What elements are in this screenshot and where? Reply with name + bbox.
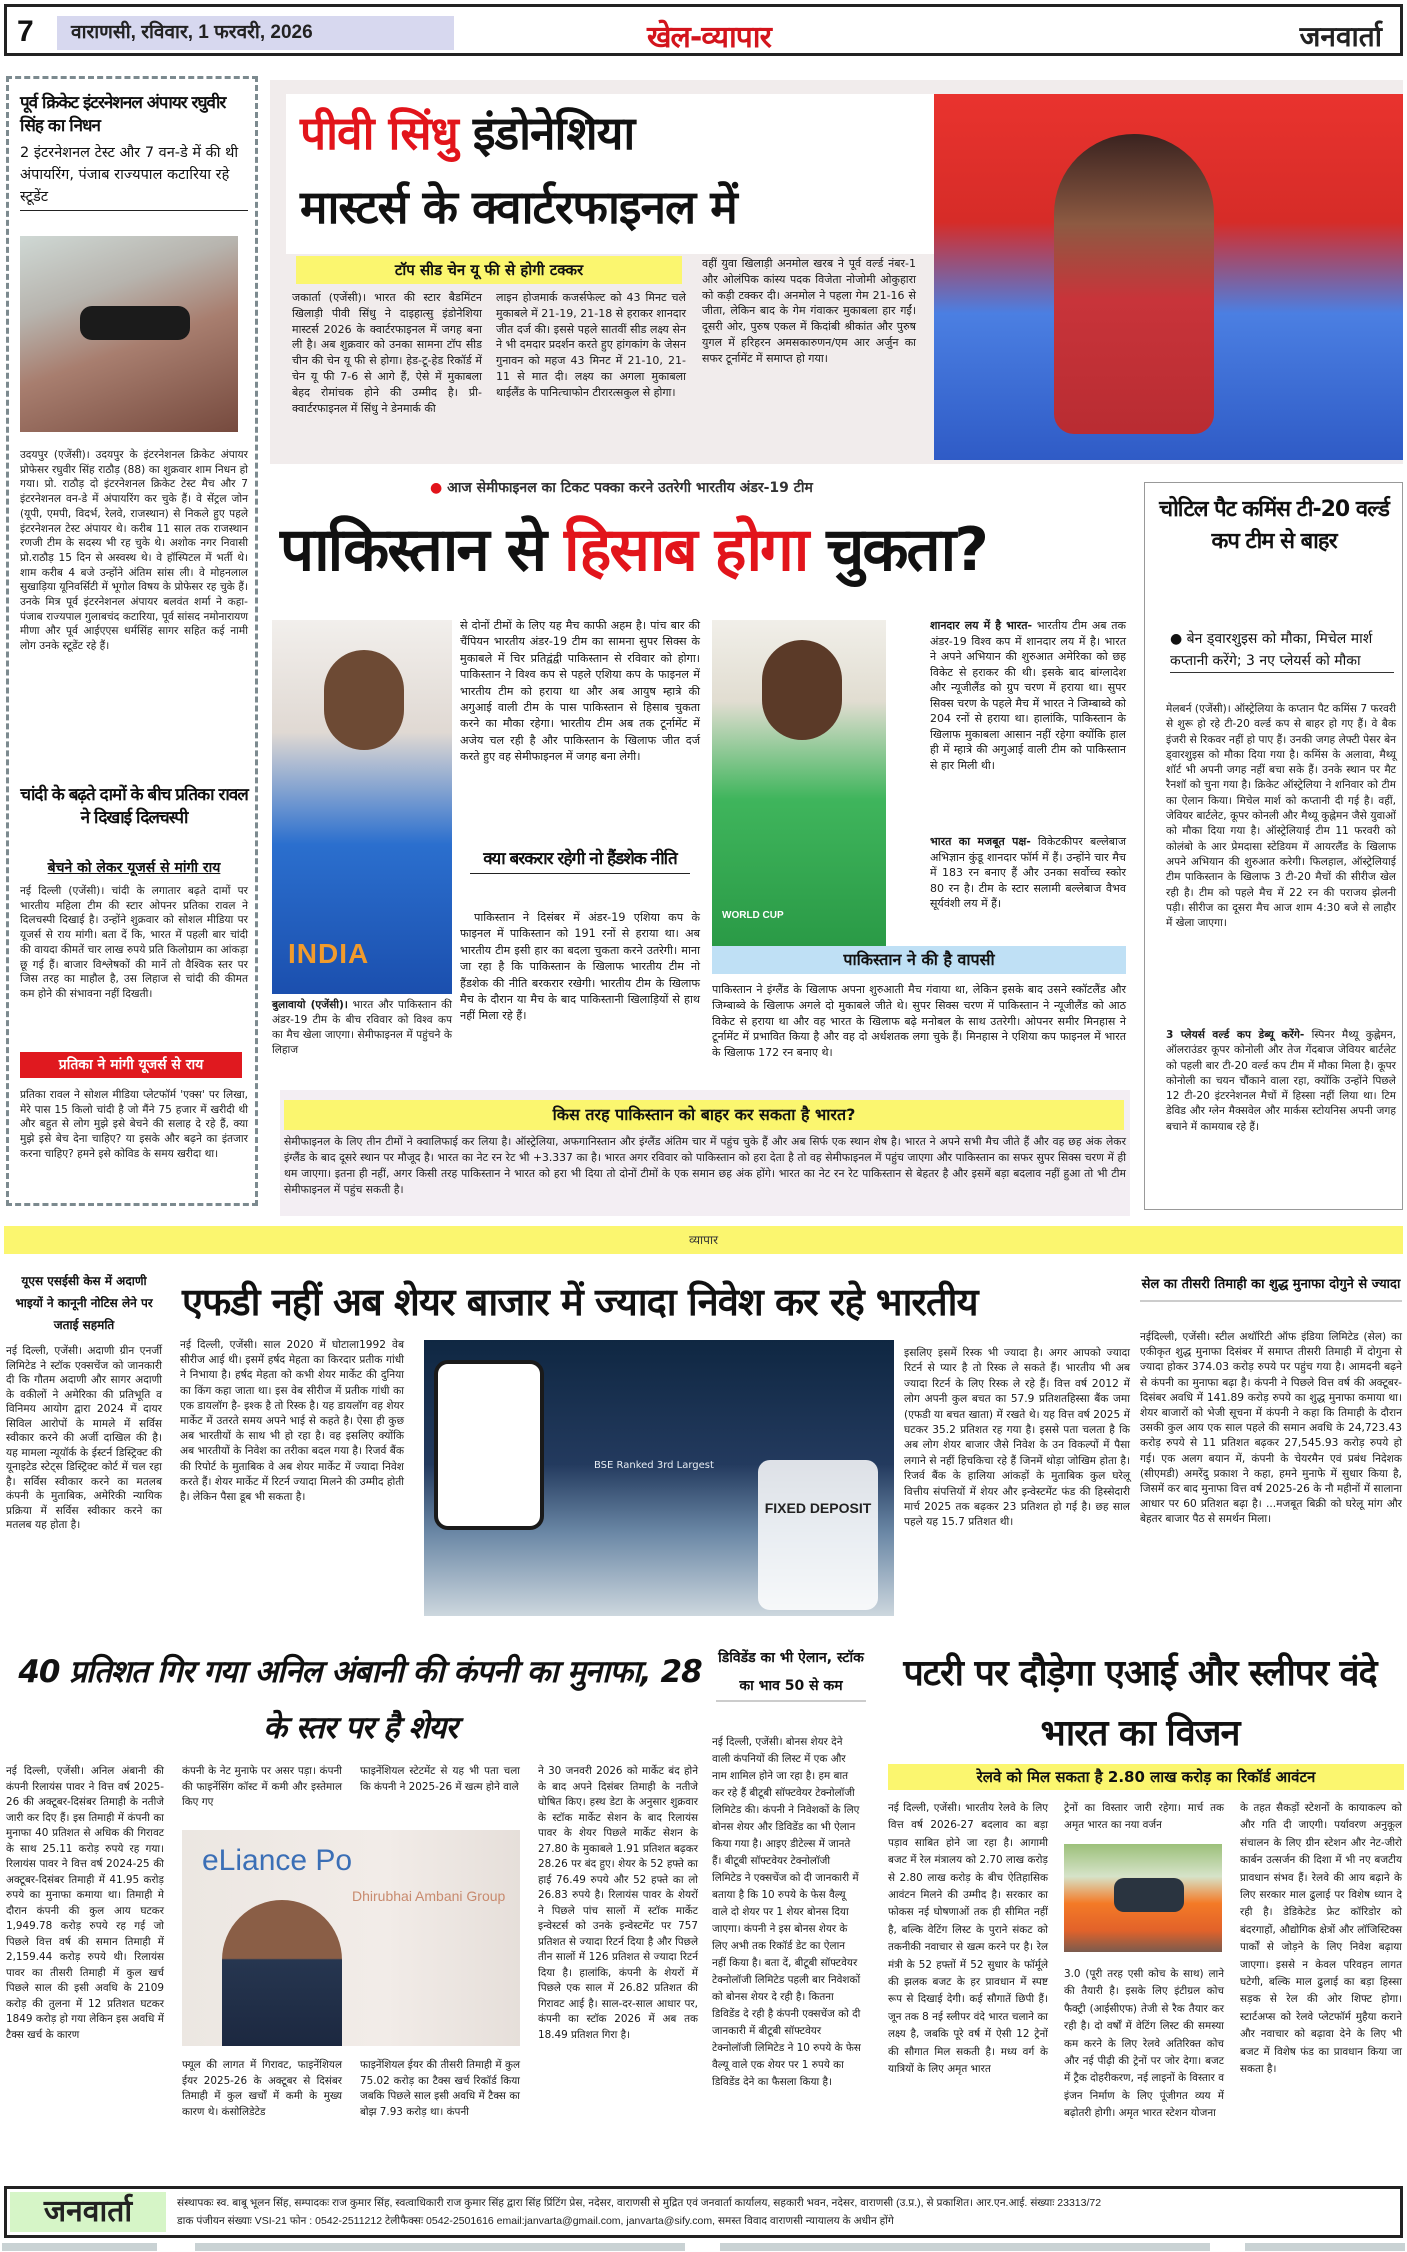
railway-col3: के तहत सैकड़ों स्टेशनों के कायाकल्प को और गति दी जाएगी। पर्यावरण अनुकूल संचालन के लिए ग्रीन स्टेशन और नेट-जीरो कार्बन उत्सर्जन की दिशा में भी नए बजटीय प्रावधान संभव हैं। रेलवे की आय बढ़ाने के लिए सरकार माल ढुलाई पर विशेष ध्यान दे रही है। डेडिकेटेड फ्रेट कॉरिडोर को बंदरगाहों, औद्योगिक क्षेत्रों और लॉजिस्टिक्स पार्कों से जोड़ने के लिए निवेश बढ़ाया जाएगा। इससे न केवल परिवहन लागत घटेगी, बल्कि माल ढुलाई का बड़ा हिस्सा सड़क से रेल की ओर शिफ्ट होगा। स्टार्टअप्स को रेलवे प्लेटफॉर्म मुहैया कराने और नवाचार को बढ़ावा देने के लिए भी बजट में विशेष फंड का प्रावधान किया जा सकता है।: [1240, 1802, 1402, 2076]
u19-kicker: [430, 478, 813, 497]
bullet1-lead: शानदार लय में है भारत-: [930, 619, 1033, 632]
fd-photo: [424, 1340, 894, 1616]
player-head: [324, 650, 404, 750]
debut-text: स्पिनर मैथ्यू कुह्नेमन, ऑलराउंडर कूपर कोनोली और तेज गेंदबाज जेवियर बार्टलेट को पहली बार टी-20 वर्ल्ड कप टीम में मौका मिला है। कूपर कोनोली का चयन चौंकाने वाला रहा, क्योंकि उन्होंने पिछले 12 टी-20 इंटरनेशनल मैचों में हिस्सा नहीं लिया था। टिम डेविड और ग्लेन मैक्सवेल और मार्कस स्टोयनिस अपनी जगह बचाने में कामयाब रहे हैं।: [1166, 1029, 1397, 1133]
reliance-headline: 40 प्रतिशत गिर गया अनिल अंबानी की कंपनी का मुनाफा, 28 के स्तर पर है शेयर: [18, 1654, 702, 1746]
india-player-photo: [272, 620, 452, 994]
cummins-bullet-text: बेन ड्वारशुइस को मौका, मिचेल मार्श कप्तानी करेंगे; 3 नए प्लेयर्स को मौका: [1170, 631, 1373, 669]
reliance-col2-bottom: फ्यूल की लागत में गिरावट, फाइनेंशियल ईयर 2025-26 के अक्टूबर से दिसंबर तिमाही में कुल खर्चों में कमी के मुख्य कारण थे। कंसोलिडेटेड: [182, 2059, 342, 2118]
umpire-photo: [20, 236, 238, 432]
how-bar: किस तरह पाकिस्तान को बाहर कर सकता है भारत?: [284, 1100, 1124, 1130]
caption-text: भारत और पाकिस्तान की अंडर-19 टीम के बीच रविवार को विश्व कप का मैच खेला जाएगा। सेमीफाइनल में पहुंचने के लिहाज: [272, 999, 452, 1056]
silver-box-label: प्रतिका ने मांगी यूजर्स से राय: [20, 1052, 242, 1078]
silver-body: नई दिल्ली (एजेंसी)। चांदी के लगातार बढ़ते दामों पर भारतीय महिला टीम की स्टार ओपनर प्रतिका रावल ने दिलचस्पी दिखाई है। उन्होंने शुक्रवार को सोशल मीडिया पर यूजर्स से राय मांगी। बता दें कि, भारत में पहली बार चांदी की वायदा कीमतें चार लाख रुपये प्रति किलोग्राम का आंकड़ा छू गई हैं। बाजार विश्लेषकों की मानें तो वैश्विक स्तर पर जिस तरह का माहौल है, उस लिहाज से चांदी की कीमत कम होने की संभावना नहीं दिखती।: [20, 885, 248, 1000]
reliance-photo: [182, 1830, 520, 2046]
india-jersey-text: INDIA: [288, 938, 370, 969]
cummins-headline: चोटिल पैट कमिंस टी-20 वर्ल्ड कप टीम से बाहर: [1159, 497, 1389, 554]
bullet2-lead: भारत का मजबूत पक्ष-: [930, 835, 1031, 848]
sindhu-headline-line1: [300, 100, 634, 166]
sindhu-photo: [934, 94, 1403, 460]
sail-body: नईदिल्ली, एजेंसी। स्टील अथॉरिटी ऑफ इंडिया लिमिटेड (सेल) का एकीकृत शुद्ध मुनाफा दिसंबर में समाप्त तीसरी तिमाही में दोगुना से ज्यादा होकर 374.03 करोड़ रुपये पर पहुंच गया है। आमदनी बढ़ने से कंपनी का मुनाफा बढ़ा है। कंपनी ने पिछले वित्त वर्ष की अक्टूबर-दिसंबर अवधि में 141.89 करोड़ रुपये का शुद्ध मुनाफा कमाया था। शेयर बाजारों को भेजी सूचना में कंपनी ने कहा कि तिमाही के दौरान उसकी कुल आय एक साल पहले की समान अवधि के 24,723.43 करोड़ रुपये से 11 प्रतिशत बढ़कर 27,545.93 करोड़ रुपये हो गई। एक अलग बयान में, कंपनी के चेयरमैन एवं प्रबंध निदेशक (सीएमडी) अमरेंदु प्रकाश ने कहा, हमने मुनाफे में सुधार किया है, जिसमें कर बाद मुनाफा वित्त वर्ष 2025-26 के नौ महीनों में सालाना आधार पर 60 प्रतिशत बढ़ा है। ...मजबूत बिक्री को घरेलू मांग और बेहतर बाजार पैठ से समर्थन मिला।: [1140, 1331, 1402, 1526]
sindhu-col3: वहीं युवा खिलाड़ी अनमोल खरब ने पूर्व वर्ल्ड नंबर-1 और ओलंपिक कांस्य पदक विजेता नोजोमी ओकुहारा को कड़ी टक्कर दी। अनमोल ने पहला गेम 21-16 से जीता, लेकिन बाद के गेम गंवाकर मुकाबला हार गईं। दूसरी ओर, पुरुष एकल में किदांबी श्रीकांत और पुरुष युगल में हरिहरन अमसकारुणन/एम आर अर्जुन का सफर टूर्नामेंट में समाप्त हो गया।: [702, 257, 916, 365]
sunglasses-shape: [80, 306, 190, 340]
u19-kicker-text: आज सेमीफाइनल का टिकट पक्का करने उतरेगी भारतीय अंडर-19 टीम: [447, 480, 813, 496]
world-cup-badge: WORLD CUP: [722, 910, 784, 921]
sail-headline: सेल का तीसरी तिमाही का शुद्ध मुनाफा दोगुने से ज्यादा: [1140, 1274, 1402, 1302]
reliance-col4: ने 30 जनवरी 2026 को मार्केट बंद होने के बाद अपने दिसंबर तिमाही के नतीजे घोषित किए। हस्थ डेटा के अनुसार शुक्रवार के स्टॉक मार्केट सेशन के बाद रिलायंस पावर के शेयर पिछले मार्केट सेशन के 27.80 के मुकाबले 1.91 प्रतिशत बढ़कर 28.26 पर बंद हुए। शेयर के 52 हफ्ते का हाई 76.49 रुपये और 52 हफ्ते का लो 26.83 रुपये है। रिलायंस पावर के शेयरों ने पिछले पांच सालों में स्टॉक मार्केट इन्वेस्टर्स को उनके इन्वेस्टमेंट पर 757 प्रतिशत से ज्यादा रिटर्न दिया है और पिछले तीन सालों में 126 प्रतिशत से ज्यादा रिटर्न दिया है। हालांकि, कंपनी के शेयरों में पिछले एक साल में 26.82 प्रतिशत की गिरावट आई है। साल-दर-साल आधार पर, कंपनी का स्टॉक 2026 में अब तक 18.49 प्रतिशत गिरा है।: [538, 1765, 698, 2041]
silver-headline: चांदी के बढ़ते दामों के बीच प्रतिका रावल ने दिखाई दिलचस्पी: [20, 785, 248, 828]
sindhu-subhead: टॉप सीड चेन यू फी से होगी टक्कर: [296, 256, 682, 284]
reliance-col1: नई दिल्ली, एजेंसी। अनिल अंबानी की कंपनी रिलायंस पावर ने वित्त वर्ष 2025-26 की अक्टूबर-दिसंबर तिमाही के नतीजे जारी कर दिए हैं। इस तिमाही में कंपनी का मुनाफा 40 प्रतिशत से अधिक की गिरावट के साथ 25.11 करोड़ रुपये रह गया। रिलायंस पावर ने वित्त वर्ष 2024-25 की अक्टूबर-दिसंबर तिमाही में 41.95 करोड़ रुपये का मुनाफा कमाया था। तिमाही मे दौरान कंपनी की कुल आय घटकर 1,949.78 करोड़ रुपये रह गई जो पिछले वित्त वर्ष की समान तिमाही में 2,159.44 करोड़ रुपये थी। रिलायंस पावर का तीसरी तिमाही में कुल खर्च पिछले साल की इसी अवधि के 2109 करोड़ की तुलना में 12 प्रतिशत घटकर 1849 करोड़ हो गया लेकिन इस अवधि में टैक्स खर्च के कारण: [6, 1765, 164, 2041]
u19-bullet2: [930, 834, 1126, 912]
print-margin-strip: [195, 2243, 685, 2251]
pak-comeback-bar: पाकिस्तान ने की है वापसी: [712, 946, 1126, 974]
business-section-bar: व्यापार: [4, 1226, 1403, 1254]
b2b-headline: डिविडेंड का भी ऐलान, स्टॉक का भाव 50 से कम: [716, 1644, 866, 1702]
section-title: खेल-व्यापार: [647, 20, 771, 55]
u19-headline-red: हिसाब होगा: [563, 515, 808, 585]
railway-col2-top: ट्रेनों का विस्तार जारी रहेगा। मार्च तक अमृत भारत का नया वर्जन: [1064, 1802, 1224, 1832]
silver-box-body: प्रतिका रावल ने सोशल मीडिया प्लेटफॉर्म 'एक्स' पर लिखा, मेरे पास 15 किलो चांदी है जो मैंने 75 हजार में खरीदी थी और बहुत से लोग मुझे इसे बेचने की सलाह दे रहे हैं, क्या मुझे इसे बेच देना चाहिए? या इसके और बढ़ने का इंतजार करना चाहिए? हमने इसे कोविड के समय खरीदा था।: [20, 1089, 248, 1160]
pakistan-player-photo: [712, 620, 886, 946]
imprint-line1: संस्थापकः स्व. बाबू भूलन सिंह, सम्पादकः राज कुमार सिंह, स्वत्वाधिकारी राज कुमार सिंह द्वारा सिंह प्रिंटिंग प्रेस, नदेसर, वाराणसी से मुद्रित एवं जनवार्ता कार्यालय, सहकारी भवन, नदेसर, वाराणसी (उ.प्र.), से प्रकाशित। आर.एन.आई. संख्याः 23313/72: [177, 2197, 1102, 2209]
reliance-logo-text: eLiance Po: [202, 1844, 353, 1877]
silver-subhead: बेचने को लेकर यूजर्स से मांगी राय: [47, 860, 221, 876]
bse-label: BSE Ranked 3rd Largest: [594, 1460, 714, 1471]
cummins-body2: [1166, 1028, 1396, 1135]
bullet2-text: विकेटकीपर बल्लेबाज अभिज्ञान कुंडू शानदार फॉर्म में हैं। उन्होंने चार मैच में 183 रन बनाए हैं और उनका सर्वोच्च स्कोर 80 रन है। टीम के स्टार सलामी बल्लेबाज वैभव सूर्यवंशी लय में हैं।: [930, 835, 1126, 910]
railway-headline: पटरी पर दौड़ेगा एआई और स्लीपर वंदे भारत का विजन: [903, 1653, 1377, 1754]
u19-sub-body: पाकिस्तान ने दिसंबर में अंडर-19 एशिया कप के फाइनल में पाकिस्तान को 191 रनों से हराया था। अब भारतीय टीम इसी हार का बदला चुकता करने उतरेगी। माना जा रहा है कि पाकिस्तान के खिलाफ भारतीय टीम नो हैंडशेक की नीति बरकरार रखेगी। भारतीय टीम के खिलाफ मैच के दौरान या मैच के बाद पाकिस्तानी खिलाड़ियों से हाथ नहीं मिला रहे हैं।: [460, 911, 700, 1023]
footer-logo: जनवार्ता: [10, 2192, 166, 2232]
adag-text: Dhirubhai Ambani Group: [352, 1888, 506, 1904]
u19-headline: [280, 508, 987, 592]
bullet-dot-icon: ●: [1170, 631, 1187, 647]
pak-comeback-body: पाकिस्तान ने इंग्लैंड के खिलाफ अपना शुरुआती मैच गंवाया था, लेकिन इसके बाद उसने स्कॉटलैंड और जिम्बाब्वे के खिलाफ अगले दो मुकाबले जीते थे। सुपर सिक्स चरण में पाकिस्तान ने न्यूजीलैंड को आठ विकेट से हराया था और वह भारत के खिलाफ बढ़े मनोबल के साथ उतरेगी। ओपनर समीर मिनहास ने टूर्नामेंट में प्रभावित किया है और वह दो अर्धशतक लगा चुके हैं। मिनहास ने एशिया कप फाइनल में भारत के खिलाफ 172 रन बनाए थे।: [712, 983, 1126, 1060]
print-margin-strip: [720, 2243, 1210, 2251]
how-body: सेमीफाइनल के लिए तीन टीमों ने क्वालिफाई कर लिया है। ऑस्ट्रेलिया, अफगानिस्तान और इंग्लैंड अंतिम चार में पहुंच चुके हैं और अब सिर्फ एक स्थान शेष है। भारत ने अपने सभी मैच जीते हैं और वह छह अंक लेकर इंग्लैंड के बाद दूसरे स्थान पर मौजूद है। भारत का नेट रन रेट भी +3.337 का है। भारत अगर रविवार को पाकिस्तान को हरा देता है तो वह सेमीफाइनल में पहुंच जाएगा और पाकिस्तान का सफर सुपर सिक्स चरण में ही थम जाएगा। इतना ही नहीं, अगर किसी तरह पाकिस्तान ने भारत को हरा भी दिया तो दोनों टीमों के एक समान छह अंक होंगे। भारत का नेट रन रेट पाकिस्तान से बेहतर है और इसमें बड़ा बदलाव नहीं हुआ तो भी टीम सेमीफाइनल में पहुंच सकती है।: [284, 1135, 1126, 1196]
fd-col2: इसलिए इसमें रिस्क भी ज्यादा है। अगर आपको ज्यादा रिटर्न से प्यार है तो रिस्क ले सकते हैं। भारतीय भी अब ज्यादा रिटर्न के लिए रिस्क ले रहे हैं। वित्त वर्ष 2012 में लोग अपनी कुल बचत का 57.9 प्रतिशतहिस्सा बैंक जमा (एफडी या बचत खाता) में रखते थे। यह वित्त वर्ष 2025 में घटकर 35.2 प्रतिशत रह गया है। इससे पता चलता है कि अब लोग शेयर बाजार जैसे निवेश के उन विकल्पों में पैसा लगाने से नहीं हिचकिचा रहे हैं जिनमें थोड़ा जोखिम होता है। रिजर्व बैंक के हालिया आंकड़ों के मुताबिक कुल घरेलू वित्तीय संपत्तियों में शेयर और इन्वेस्टमेंट फंड की हिस्सेदारी मार्च 2025 तक बढ़कर 23 प्रतिशत हो गई है। छह साल पहले यह 15.7 प्रतिशत थी।: [904, 1347, 1130, 1529]
umpire-headline: पूर्व क्रिकेट इंटरनेशनल अंपायर रघुवीर सिंह का निधन: [20, 93, 226, 136]
adani-headline: यूएस एसईसी केस में अदाणी भाइयों ने कानूनी नोटिस लेने पर जताई सहमति: [15, 1274, 153, 1332]
u19-col-mid: से दोनों टीमों के लिए यह मैच काफी अहम है। पांच बार की चैंपियन भारतीय अंडर-19 टीम का सामना सुपर सिक्स के मुकाबले में चिर प्रतिद्वंद्वी पाकिस्तान से रविवार को होगा। पाकिस्तान ने विश्व कप से पहले एशिया कप के फाइनल में भारतीय टीम को हराया था और अब आयुष म्हात्रे की अगुआई वाली टीम के पास पाकिस्तान से हिसाब चुकता करने का मौका रहेगा। भारतीय टीम अब तक टूर्नामेंट में अजेय चल रही है और पाकिस्तान के खिलाफ जीत दर्ज करते हुए वह सेमीफाइनल में जगह बना लेगी।: [460, 619, 700, 764]
brand-logo: जनवार्ता: [1299, 20, 1382, 53]
sindhu-headline-box: [286, 94, 934, 254]
sindhu-headline-line2: मास्टर्स के क्वार्टरफाइनल में: [300, 180, 737, 234]
footer: [4, 2186, 1403, 2238]
sindhu-headline-red: पीवी सिंधु: [300, 106, 458, 160]
print-margin-strip: [1245, 2243, 1405, 2251]
fd-col1: नई दिल्ली, एजेंसी। साल 2020 में घोटाला1992 वेब सीरीज आई थी। इसमें हर्षद मेहता का किरदार प्रतीक गांधी ने निभाया है। हर्षद मेहता को कभी शेयर मार्केट की दुनिया का किंग कहा जाता था। इस वेब सीरीज में प्रतीक गांधी का एक डायलॉग है- इश्क है तो रिस्क है। यह डायलॉग वह शेयर मार्केट में उतरते समय अपने भाई से कहते है। ऐसा ही कुछ अब भारतीयों के साथ भी हो रहा है। वह इसलिए क्योंकि अब भारतीयों के निवेश का तरीका बदल गया है। रिजर्व बैंक की रिपोर्ट के मुताबिक वे अब शेयर मार्केट में ज्यादा निवेश करते हैं। शेयर मार्केट में रिटर्न ज्यादा मिलने की उम्मीद होती है। लेकिन पैसा डूब भी सकता है।: [180, 1339, 404, 1504]
bullet-dot-icon: ●: [430, 480, 448, 496]
bullet1-text: भारतीय टीम अब तक अंडर-19 विश्व कप में शानदार लय में है। भारत ने अपने अभियान की शुरुआत अमेरिका को छह विकेट से हराकर की थी। इसके बाद बांग्लादेश और न्यूजीलैंड को ग्रुप चरण में हराया था। सुपर सिक्स चरण के पहले मैच में भारत ने जिम्बाब्वे को 204 रनों से हराया था। हालांकि, पाकिस्तान के खिलाफ मुकाबला आसान नहीं रहेगा क्योंकि हाल ही में म्हात्रे की अगुआई वाली टीम को पाकिस्तान से हार मिली थी।: [930, 619, 1126, 772]
masthead: [4, 4, 1403, 56]
railway-col1: नई दिल्ली, एजेंसी। भारतीय रेलवे के लिए वित्त वर्ष 2026-27 बदलाव का बड़ा पड़ाव साबित होने जा रहा है। आगामी बजट में रेल मंत्रालय को 2.70 लाख करोड़ से 2.80 लाख करोड़ के बीच ऐतिहासिक आवंटन मिलने की उम्मीद है। सरकार का फोकस नई घोषणाओं तक ही सीमित नहीं है, बल्कि वेटिंग लिस्ट के पुराने संकट को तकनीकी नवाचार से खत्म करने पर है। रेल मंत्री के 52 हफ्तों में 52 सुधार के फॉर्मूले की झलक बजट के हर प्रावधान में स्पष्ट रूप से दिखाई देगी। कई सौगातें छिपी हैं। जून तक 8 नई स्लीपर वंदे भारत चलाने का लक्ष्य है, जबकि पूरे वर्ष में ऐसी 12 ट्रेनों की सौगात मिल सकती है। मध्य वर्ग के यात्रियों के लिए अमृत भारत: [888, 1802, 1048, 2076]
train-windshield: [1114, 1878, 1184, 1912]
u19-bullet1: [930, 618, 1126, 773]
cummins-body: मेलबर्न (एजेंसी)। ऑस्ट्रेलिया के कप्तान पैट कमिंस 7 फरवरी से शुरू हो रहे टी-20 वर्ल्ड कप से बाहर हो गए हैं। वे बैक इंजरी से रिकवर नहीं हो पाए हैं। उनकी जगह लेफ्टी पेसर बेन ड्वारशुइस को मौका दिया गया है। कमिंस के अलावा, मैथ्यू शॉर्ट भी अपनी जगह नहीं बचा सके हैं। उनके स्थान पर मैट रैनशॉ को चुना गया है। क्रिकेट ऑस्ट्रेलिया ने शनिवार को टीम का ऐलान किया। मिचेल मार्श को कप्तानी दी गई है। वहीं, जेवियर बार्टलेट, कूपर कोनली और मैथ्यू कुह्नेमन जैसे युवाओं को मौका दिया गया है। ऑस्ट्रेलियाई टीम 11 फरवरी को कोलंबो के आर प्रेमदासा स्टेडियम में आयरलैंड के खिलाफ अपने अभियान की शुरुआत करेगी। फिलहाल, ऑस्ट्रेलियाई टीम पाकिस्तान के खिलाफ 3 टी-20 मैचों की सीरीज खेल रही है। टीम को पहले मैच में 22 रन की पराजय झेलनी पड़ी। सीरीज का दूसरा मैच आज शाम 4:30 बजे से लाहौर में खेला जाएगा।: [1166, 703, 1396, 930]
umpire-body: उदयपुर (एजेंसी)। उदयपुर के इंटरनेशनल क्रिकेट अंपायर प्रोफेसर रघुवीर सिंह राठौड़ (88) का शुक्रवार शाम निधन हो गया। प्रो. राठौड़ दो इंटरनेशनल क्रिकेट टेस्ट मैच और 7 इंटरनेशनल वन-डे में अंपायरिंग कर चुके हैं। वे सेंट्रल जोन (यूपी, एमपी, विदर्भ, रेलवे, राजस्थान) से निकले हुए पहले इंटरनेशनल टेस्ट अंपायर थे। करीब 11 साल तक राजस्थान रणजी टीम के सदस्य भी रह चुके थे। अशोक नगर निवासी प्रो.राठौड़ 15 दिन से अस्वस्थ थे। वे हॉस्पिटल में भर्ती थे। शाम करीब 4 बजे उन्होंने अंतिम सांस ली। वे मोहनलाल सुखाड़िया यूनिवर्सिटी में भूगोल विषय के प्रोफेसर रह चुके हैं। उनके मित्र पूर्व इंटरनेशनल अंपायर बलवंत शर्मा ने कहा- पंजाब राज्यपाल गुलाबचंद कटारिया, पूर्व सांसद नमोनारायण मीणा और पूर्व आईएएस धर्मसिंह सागर सहित कई नामी लोग उनके स्टूडेंट रहे हैं।: [20, 449, 248, 653]
phone-graphic: [434, 1360, 544, 1530]
umpire-subhead: 2 इंटरनेशनल टेस्ट और 7 वन-डे में की थी अंपायरिंग, पंजाब राज्यपाल कटारिया रहे स्टूडेंट: [20, 142, 248, 211]
cummins-bullet: [1170, 628, 1394, 673]
date-line: वाराणसी, रविवार, 1 फरवरी, 2026: [57, 16, 454, 50]
caption-dateline: बुलावायो (एजेंसी)।: [272, 999, 348, 1011]
fd-headline: एफडी नहीं अब शेयर बाजार में ज्यादा निवेश कर रहे भारतीय: [182, 1280, 978, 1324]
reliance-col2-top: कंपनी के नेट मुनाफे पर असर पड़ा। कंपनी की फाइनेंसिंग कॉस्ट में कमी और इस्तेमाल किए गए: [182, 1765, 342, 1808]
fixed-deposit-jar: FIXED DEPOSIT: [758, 1460, 878, 1610]
vande-bharat-photo: [1064, 1844, 1222, 1952]
sindhu-headline-rest1: इंडोनेशिया: [472, 106, 635, 160]
b2b-body: नई दिल्ली, एजेंसी। बोनस शेयर देने वाली कंपनियों की लिस्ट में एक और नाम शामिल होने जा रहा है। हम बात कर रहे हैं बीटूबी सॉफ्टवेयर टेक्नोलॉजी लिमिटेड की। कंपनी ने निवेशकों के लिए बोनस शेयर और डिविडेंड का भी ऐलान किया गया है। आइए डीटेल्स में जानते हैं। बीटूबी सॉफ्टवेयर टेक्नोलॉजी लिमिटेड ने एक्सचेंज को दी जानकारी में बताया है कि 10 रुपये के फेस वैल्यू वाले दो शेयर पर 1 शेयर बोनस दिया जाएगा। कंपनी ने इस बोनस शेयर के लिए अभी तक रिकॉर्ड डेट का ऐलान नहीं किया है। बता दें, बीटूबी सॉफ्टवेयर टेक्नोलॉजी लिमिटेड पहली बार निवेशकों को बोनस शेयर दे रही है। कितना डिविडेंड दे रही है कंपनी एक्सचेंज को दी जानकारी में बीटूबी सॉफ्टवेयर टेक्नोलॉजी लिमिटेड ने 10 रुपये के फेस वैल्यू वाले एक शेयर पर 1 रुपये का डिविडेंड देने का फैसला किया है।: [712, 1736, 861, 2088]
debut-lead: 3 प्लेयर्स वर्ल्ड कप डेब्यू करेंगे-: [1166, 1029, 1305, 1041]
adani-body: नई दिल्ली, एजेंसी। अदाणी ग्रीन एनर्जी लिमिटेड ने स्टॉक एक्सचेंज को जानकारी दी कि गौतम अदाणी और सागर अदाणी के वकीलों ने अमेरिका की प्रतिभूति व विनिमय आयोग द्वारा 2024 में दायर सिविल आरोपों के मामले में सर्विस स्वीकार करने की अर्जी दाखिल की है। यह मामला न्यूयॉर्क के ईस्टर्न डिस्ट्रिक्ट की यूनाइटेड स्टेट्स डिस्ट्रिक्ट कोर्ट में चल रहा है। सर्विस स्वीकार करने का मतलब कंपनी के मुताबिक, अमेरिकी न्यायिक प्रक्रिया में सर्विस स्वीकार करने का मतलब यह होता है।: [6, 1345, 162, 1531]
u19-caption: [272, 998, 452, 1058]
print-margin-strip: [2, 2243, 157, 2251]
railway-subhead: रेलवे को मिल सकता है 2.80 लाख करोड़ का रिकॉर्ड आवंटन: [888, 1764, 1404, 1790]
reliance-col3-top: फाइनेंशियल स्टेटमेंट से यह भी पता चला कि कंपनी ने 2025-26 में खत्म होने वाले: [360, 1765, 520, 1793]
u19-headline-a: पाकिस्तान से: [280, 515, 546, 585]
imprint-line2: डाक पंजीयन संख्याः VSI-21 फोन : 0542-2511212 टेलीफैक्सः 0542-2501616 email:janvarta@gmail.com, janvarta@sify.com, समस्त विवाद वाराणसी न्यायालय के अधीन होंगे: [177, 2215, 894, 2227]
player-figure: [1054, 134, 1214, 434]
railway-col2-bottom: 3.0 (पूरी तरह एसी कोच के साथ) लाने की तैयारी है। इसके लिए इंटीग्रल कोच फैक्ट्री (आईसीएफ) तेजी से रैक तैयार कर रही है। दो वर्षों में वेटिंग लिस्ट की समस्या कम करने के लिए रेलवे अतिरिक्त कोच और नई पीढ़ी की ट्रेनों पर जोर देगा। बजट में ट्रैक दोहरीकरण, नई लाइनों के विस्तार व इंजन निर्माण के लिए पूंजीगत व्यय में बढ़ोतरी होगी। अमृत भारत स्टेशन योजना: [1064, 1968, 1224, 2120]
sindhu-col2: लाइन होजमार्क कजर्सफेल्ट को 43 मिनट चले मुकाबले में 21-19, 21-18 से हराकर शानदार जीत दर्ज की। इससे पहले सातवीं सीड लक्ष्य सेन ने भी दमदार प्रदर्शन करते हुए हांगकांग के जेसन गुनावन को महज 43 मिनट में 21-10, 21-11 से मात दी। लक्ष्य का अगला मुकाबला थाईलैंड के पानित्चाफोन टीरारत्सकुल से होगा।: [496, 291, 686, 399]
reliance-col3-bottom: फाइनेंशियल ईयर की तीसरी तिमाही में कुल 75.02 करोड़ का टैक्स खर्च रिकॉर्ड किया जबकि पिछले साल इसी अवधि में टैक्स का बोझ 7.93 करोड़ था। कंपनी: [360, 2059, 520, 2118]
u19-headline-b: चुकता?: [826, 515, 987, 585]
page-number: 7: [17, 15, 34, 48]
u19-sub-head: क्या बरकरार रहेगी नो हैंडशेक नीति: [470, 848, 690, 874]
sindhu-col1: जकार्ता (एजेंसी)। भारत की स्टार बैडमिंटन खिलाड़ी पीवी सिंधु ने दाइहात्सु इंडोनेशिया मास्टर्स 2026 के क्वार्टरफाइनल में जगह बना ली है। अब शुक्रवार को उनका सामना टॉप सीड चीन की चेन यू फी से होगा। हेड-टू-हेड रिकॉर्ड में चेन यू फी 7-6 से आगे हैं, ऐसे में मुकाबला बेहद रोमांचक होने की उम्मीद है। प्री-क्वार्टरफाइनल में सिंधु ने डेनमार्क की: [292, 291, 482, 415]
player-head: [762, 640, 842, 740]
speaker-figure: [222, 1900, 342, 2046]
